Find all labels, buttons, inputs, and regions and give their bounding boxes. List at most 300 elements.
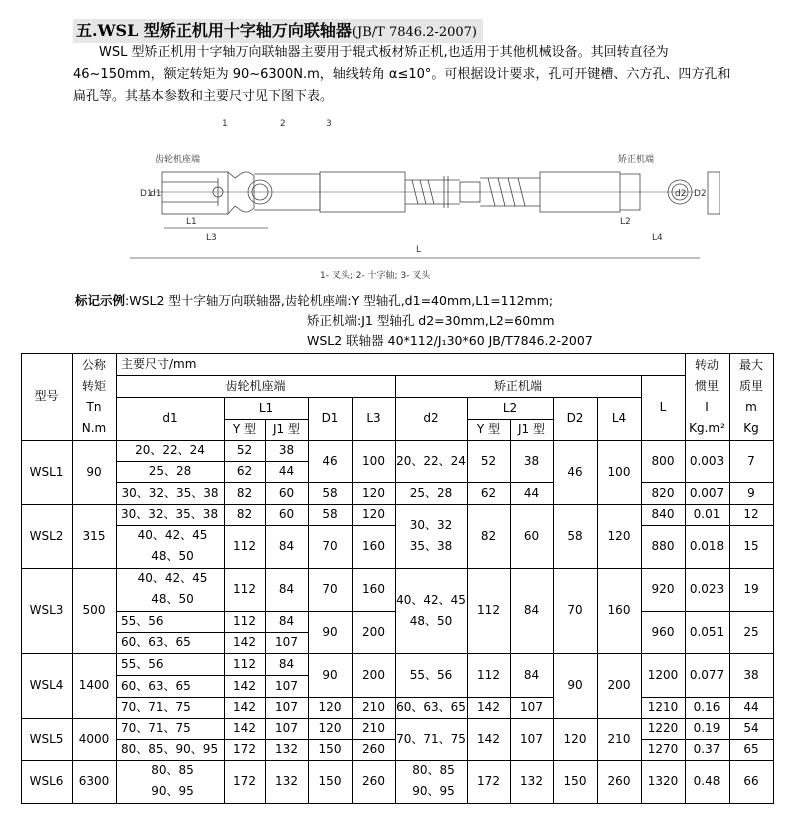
D1-cell-text: 70 xyxy=(322,539,338,553)
d1-cell xyxy=(116,697,224,718)
inertia-cell xyxy=(685,482,729,504)
model-cell xyxy=(21,504,72,568)
L3-cell xyxy=(352,525,395,568)
d1-cell xyxy=(116,632,224,653)
header-torque-text: N.m xyxy=(81,420,107,435)
L3-cell-text: 260 xyxy=(362,742,385,756)
torque-cell-text: 90 xyxy=(86,464,102,479)
d1-cell xyxy=(116,739,224,760)
L2-Y-cell xyxy=(467,718,510,760)
inertia-cell xyxy=(685,568,729,611)
model-cell xyxy=(21,653,72,718)
L1-Y-cell xyxy=(224,632,265,653)
torque-cell xyxy=(72,760,116,803)
d2-cell xyxy=(395,440,467,482)
torque-cell-text: 1400 xyxy=(78,678,110,692)
d1-cell-text: 40、42、45 xyxy=(137,571,208,585)
L3-cell xyxy=(352,653,395,697)
d1-cell-text: 20、22、24 xyxy=(135,443,205,457)
inertia-cell-text: 0.48 xyxy=(693,774,721,788)
L2-Y-cell-text: 82 xyxy=(480,528,497,543)
header-inertia-text: 惯里 xyxy=(694,378,719,393)
L1-Y-cell xyxy=(224,482,265,504)
L2-J1-cell-text: 107 xyxy=(520,700,543,714)
d2-cell-text: 40、42、45 xyxy=(396,592,466,607)
L2-Y-cell xyxy=(467,653,510,697)
part-number-1: 1 xyxy=(222,119,228,129)
d2-cell-text: 70、71、75 xyxy=(396,731,466,746)
L1-Y-cell-text: 52 xyxy=(236,443,253,457)
d1-cell xyxy=(116,440,224,461)
L1-Y-cell xyxy=(224,653,265,675)
L3-cell xyxy=(352,697,395,718)
D1-cell-text: 46 xyxy=(322,453,338,468)
d1-cell-text: 55、56 xyxy=(121,656,164,671)
header-torque xyxy=(72,353,116,440)
table-bottom-border xyxy=(21,803,774,804)
header-D1-text: D1 xyxy=(321,411,339,425)
D2-cell xyxy=(553,718,597,760)
d2-cell-text: 55、56 xyxy=(409,667,453,682)
L1-J1-cell-text: 84 xyxy=(278,614,295,628)
L1-J1-cell-text: 44 xyxy=(278,464,295,478)
L1-J1-cell-text: 107 xyxy=(275,678,298,693)
L2-Y-cell-text: 112 xyxy=(477,603,500,617)
L2-Y-cell-text: 112 xyxy=(477,667,500,682)
torque-cell xyxy=(72,504,116,568)
D1-cell xyxy=(308,697,352,718)
mass-cell xyxy=(729,568,773,611)
section-title-standard: (JB/T 7846.2-2007) xyxy=(351,25,477,40)
L2-J1-cell xyxy=(510,760,553,803)
L3-cell-text: 120 xyxy=(362,485,385,500)
L1-J1-cell-text: 84 xyxy=(278,539,295,553)
dim-L: L xyxy=(416,245,422,255)
L1-Y-cell-text: 62 xyxy=(236,464,253,478)
L1-Y-cell xyxy=(224,611,265,632)
D2-cell xyxy=(553,440,597,504)
dim-L4: L4 xyxy=(652,233,663,243)
L1-Y-cell xyxy=(224,697,265,718)
L1-J1-cell-text: 132 xyxy=(275,742,298,756)
inertia-cell-text: 0.16 xyxy=(693,700,721,714)
L4-cell xyxy=(597,504,641,568)
inertia-cell xyxy=(685,653,729,697)
L1-Y-cell xyxy=(224,739,265,760)
mass-cell xyxy=(729,504,773,525)
header-torque-text: Tn xyxy=(86,399,102,414)
L4-cell-text: 100 xyxy=(607,464,631,479)
L-cell xyxy=(641,760,685,803)
L3-cell-text: 200 xyxy=(362,624,385,639)
torque-cell-text: 500 xyxy=(82,603,106,617)
torque-cell xyxy=(72,653,116,718)
D1-cell-text: 90 xyxy=(322,667,338,682)
model-cell-text: WSL5 xyxy=(29,731,64,746)
D1-cell xyxy=(308,504,352,525)
mass-cell-text: 65 xyxy=(743,742,759,756)
L-cell-text: 1200 xyxy=(647,667,679,682)
L1-Y-cell xyxy=(224,760,265,803)
d1-cell-text: 40、42、45 xyxy=(137,528,208,542)
L3-cell-text: 100 xyxy=(362,453,385,468)
inertia-cell xyxy=(685,525,729,568)
model-cell xyxy=(21,568,72,653)
L1-J1-cell-text: 107 xyxy=(275,721,298,735)
L1-J1-cell xyxy=(265,568,308,611)
header-gear-end-text: 齿轮机座端 xyxy=(225,378,286,393)
D1-cell-text: 150 xyxy=(318,774,342,788)
header-torque-text: 转矩 xyxy=(81,378,106,393)
D1-cell xyxy=(308,482,352,504)
d1-cell xyxy=(116,461,224,482)
d2-cell-text: 25、28 xyxy=(409,485,453,500)
L-cell xyxy=(641,718,685,739)
dim-d2: d2 xyxy=(675,189,687,199)
mass-cell xyxy=(729,739,773,760)
L2-J1-cell xyxy=(510,697,553,718)
L1-J1-cell-text: 84 xyxy=(278,656,295,671)
header-L2-J1-text: J1 型 xyxy=(518,422,545,436)
L-cell-text: 1220 xyxy=(647,721,679,735)
inertia-cell-text: 0.37 xyxy=(693,742,721,756)
inertia-cell-text: 0.077 xyxy=(689,667,725,682)
header-D2-text: D2 xyxy=(566,411,584,425)
header-inertia-text: Kg.m² xyxy=(689,420,725,435)
torque-cell xyxy=(72,568,116,653)
D1-cell xyxy=(308,525,352,568)
L1-Y-cell xyxy=(224,568,265,611)
torque-cell xyxy=(72,440,116,504)
d2-cell xyxy=(395,653,467,697)
header-d2-text: d2 xyxy=(423,411,439,425)
d2-cell xyxy=(395,760,467,803)
d1-cell xyxy=(116,718,224,739)
torque-cell-text: 4000 xyxy=(78,731,110,746)
L3-cell xyxy=(352,568,395,611)
mass-cell-text: 9 xyxy=(747,485,755,500)
inertia-cell xyxy=(685,440,729,482)
L1-J1-cell xyxy=(265,632,308,653)
D1-cell xyxy=(308,739,352,760)
L-cell-text: 1320 xyxy=(647,774,679,788)
D1-cell xyxy=(308,611,352,653)
L1-J1-cell-text: 60 xyxy=(278,507,295,521)
L1-Y-cell xyxy=(224,525,265,568)
D2-cell-text: 90 xyxy=(567,678,583,692)
header-model xyxy=(21,353,72,440)
mass-cell-text: 15 xyxy=(743,539,759,553)
d1-cell-text: 70、71、75 xyxy=(121,721,191,735)
d1-cell xyxy=(116,525,224,568)
D2-cell-text: 70 xyxy=(567,603,583,617)
L1-Y-cell-text: 82 xyxy=(236,507,253,521)
L-cell xyxy=(641,739,685,760)
part-number-2: 2 xyxy=(280,119,286,129)
d1-cell-text: 80、85、90、95 xyxy=(121,742,219,756)
mass-cell-text: 54 xyxy=(743,721,759,735)
header-inertia xyxy=(685,353,729,440)
L1-Y-cell xyxy=(224,718,265,739)
L1-J1-cell xyxy=(265,504,308,525)
L4-cell xyxy=(597,440,641,504)
header-L1-text: L1 xyxy=(258,400,274,415)
L4-cell-text: 200 xyxy=(607,678,631,692)
header-L1 xyxy=(224,397,308,419)
header-inertia-text: 转动 xyxy=(694,357,719,372)
inertia-cell-text: 0.003 xyxy=(689,453,725,468)
L2-Y-cell xyxy=(467,697,510,718)
L1-J1-cell xyxy=(265,675,308,697)
L-cell xyxy=(641,568,685,611)
part-number-3: 3 xyxy=(326,119,332,129)
L1-Y-cell xyxy=(224,504,265,525)
D1-cell xyxy=(308,568,352,611)
L1-J1-cell xyxy=(265,461,308,482)
section-title-main: 五.WSL 型矫正机用十字轴万向联轴器 xyxy=(76,21,352,40)
D1-cell-text: 58 xyxy=(322,485,338,500)
header-inertia-text: I xyxy=(705,399,709,414)
d2-cell-text: 35、38 xyxy=(409,539,453,553)
L3-cell-text: 120 xyxy=(362,507,385,521)
L2-J1-cell xyxy=(510,568,553,653)
L1-Y-cell xyxy=(224,461,265,482)
L2-J1-cell xyxy=(510,653,553,697)
inertia-cell-text: 0.051 xyxy=(689,624,725,639)
model-cell-text: WSL3 xyxy=(29,603,64,617)
d1-cell xyxy=(116,653,224,675)
L2-Y-cell xyxy=(467,504,510,568)
example-line-1: :WSL2 型十字轴万向联轴器,齿轮机座端:Y 型轴孔,d1=40mm,L1=112mm; xyxy=(125,293,554,308)
L1-Y-cell-text: 172 xyxy=(233,742,256,756)
header-D1 xyxy=(308,397,352,440)
mass-cell xyxy=(729,482,773,504)
L3-cell-text: 200 xyxy=(362,667,385,682)
mass-cell xyxy=(729,440,773,482)
D1-cell xyxy=(308,718,352,739)
L1-Y-cell xyxy=(224,675,265,697)
L-cell-text: 1270 xyxy=(647,742,679,756)
inertia-cell xyxy=(685,739,729,760)
d1-cell xyxy=(116,568,224,611)
mass-cell-text: 7 xyxy=(747,453,755,468)
L1-Y-cell-text: 142 xyxy=(233,635,256,649)
d1-cell-text: 60、63、65 xyxy=(121,635,191,649)
L2-Y-cell xyxy=(467,482,510,504)
d1-cell xyxy=(116,760,224,803)
d1-cell-text: 30、32、35、38 xyxy=(121,485,219,500)
header-d2 xyxy=(395,397,467,440)
right-end-label: 矫正机端 xyxy=(618,155,655,165)
mass-cell-text: 25 xyxy=(743,624,759,639)
d1-cell-text: 80、85 xyxy=(151,763,194,777)
header-straightener-end xyxy=(395,375,641,397)
d1-cell-text: 48、50 xyxy=(151,592,194,606)
mass-cell xyxy=(729,525,773,568)
L1-J1-cell-text: 132 xyxy=(275,774,298,788)
L3-cell-text: 210 xyxy=(362,721,385,735)
d1-cell xyxy=(116,482,224,504)
L4-cell-text: 120 xyxy=(607,528,631,543)
L3-cell xyxy=(352,611,395,653)
dim-L2: L2 xyxy=(620,217,631,227)
L1-J1-cell-text: 38 xyxy=(278,443,295,457)
L3-cell-text: 160 xyxy=(362,582,385,596)
header-torque-text: 公称 xyxy=(81,357,106,372)
header-L-text: L xyxy=(659,400,667,414)
L-cell xyxy=(641,525,685,568)
d2-cell xyxy=(395,504,467,568)
diagram-legend: 1- 叉头; 2- 十字轴; 3- 叉头 xyxy=(320,271,431,281)
model-cell xyxy=(21,760,72,803)
d2-cell xyxy=(395,482,467,504)
d1-cell-text: 70、71、75 xyxy=(121,700,191,714)
L1-J1-cell xyxy=(265,718,308,739)
mass-cell xyxy=(729,760,773,803)
L3-cell xyxy=(352,504,395,525)
L1-J1-cell xyxy=(265,697,308,718)
L-cell-text: 1210 xyxy=(647,700,679,714)
L3-cell xyxy=(352,739,395,760)
header-main-dims xyxy=(116,353,685,375)
dim-D1: D1 xyxy=(140,189,153,199)
inertia-cell-text: 0.007 xyxy=(689,485,725,500)
L1-J1-cell xyxy=(265,760,308,803)
L4-cell xyxy=(597,718,641,760)
header-D2 xyxy=(553,397,597,440)
L1-Y-cell-text: 82 xyxy=(236,485,253,500)
L1-Y-cell-text: 112 xyxy=(233,582,256,596)
L4-cell xyxy=(597,760,641,803)
d2-cell-text: 30、32 xyxy=(409,518,453,532)
header-model-text: 型号 xyxy=(34,389,59,403)
L1-J1-cell xyxy=(265,440,308,461)
d1-cell-text: 55、56 xyxy=(121,614,164,628)
L-cell xyxy=(641,440,685,482)
D1-cell xyxy=(308,760,352,803)
d1-cell-text: 30、32、35、38 xyxy=(121,507,219,521)
L1-J1-cell-text: 107 xyxy=(275,635,298,649)
L2-J1-cell-text: 38 xyxy=(523,453,540,468)
L4-cell-text: 210 xyxy=(607,731,631,746)
d1-cell-text: 25、28 xyxy=(148,464,192,478)
L1-J1-cell-text: 84 xyxy=(278,582,295,596)
D2-cell xyxy=(553,760,597,803)
L-cell xyxy=(641,697,685,718)
header-mass-text: m xyxy=(745,399,757,414)
L3-cell xyxy=(352,440,395,482)
L2-Y-cell-text: 142 xyxy=(477,731,500,746)
L1-J1-cell xyxy=(265,482,308,504)
L2-Y-cell-text: 52 xyxy=(480,453,497,468)
model-cell-text: WSL6 xyxy=(29,774,64,788)
L2-J1-cell-text: 132 xyxy=(520,774,543,788)
L2-J1-cell xyxy=(510,504,553,568)
dim-L1: L1 xyxy=(186,217,197,227)
L4-cell xyxy=(597,568,641,653)
mass-cell xyxy=(729,718,773,739)
model-cell-text: WSL1 xyxy=(29,464,64,479)
L1-Y-cell xyxy=(224,440,265,461)
D1-cell-text: 90 xyxy=(322,624,338,639)
L1-J1-cell xyxy=(265,525,308,568)
d1-cell xyxy=(116,611,224,632)
header-L2-Y-text: Y 型 xyxy=(476,422,501,436)
L2-Y-cell xyxy=(467,760,510,803)
model-cell xyxy=(21,718,72,760)
d1-cell xyxy=(116,504,224,525)
L4-cell xyxy=(597,653,641,718)
D2-cell-text: 46 xyxy=(567,464,583,479)
header-d1 xyxy=(116,397,224,440)
L4-cell-text: 260 xyxy=(607,774,631,788)
d1-cell-text: 48、50 xyxy=(151,549,194,563)
example-label: 标记示例 xyxy=(75,293,126,308)
header-L4 xyxy=(597,397,641,440)
header-L4-text: L4 xyxy=(611,411,627,425)
d2-cell-text: 48、50 xyxy=(409,613,453,628)
d2-cell xyxy=(395,697,467,718)
L1-Y-cell-text: 142 xyxy=(233,678,256,693)
L1-Y-cell-text: 142 xyxy=(233,721,256,735)
L1-J1-cell xyxy=(265,653,308,675)
model-cell xyxy=(21,440,72,504)
L3-cell xyxy=(352,482,395,504)
L1-J1-cell xyxy=(265,611,308,632)
L3-cell xyxy=(352,760,395,803)
L2-J1-cell-text: 60 xyxy=(523,528,540,543)
d2-cell xyxy=(395,568,467,653)
inertia-cell-text: 0.01 xyxy=(693,507,721,521)
L2-J1-cell-text: 107 xyxy=(520,731,543,746)
D1-cell xyxy=(308,440,352,482)
header-L3 xyxy=(352,397,395,440)
mass-cell-text: 66 xyxy=(743,774,759,788)
model-cell-text: WSL4 xyxy=(29,678,64,692)
L1-J1-cell xyxy=(265,739,308,760)
D1-cell-text: 120 xyxy=(318,700,342,714)
mass-cell-text: 44 xyxy=(743,700,759,714)
L3-cell-text: 160 xyxy=(362,539,385,553)
L1-Y-cell-text: 112 xyxy=(233,539,256,553)
header-mass-text: 最大 xyxy=(738,357,763,372)
L2-J1-cell-text: 84 xyxy=(523,667,540,682)
header-mass xyxy=(729,353,773,440)
dim-L3: L3 xyxy=(206,233,217,243)
inertia-cell xyxy=(685,760,729,803)
torque-cell-text: 6300 xyxy=(78,774,110,788)
L-cell-text: 820 xyxy=(651,485,675,500)
d2-cell xyxy=(395,718,467,760)
D2-cell-text: 58 xyxy=(567,528,583,543)
L2-J1-cell-text: 44 xyxy=(523,485,540,500)
D1-cell xyxy=(308,653,352,697)
D2-cell-text: 120 xyxy=(563,731,587,746)
L2-Y-cell-text: 172 xyxy=(477,774,500,788)
L1-Y-cell-text: 142 xyxy=(233,700,256,714)
D2-cell-text: 150 xyxy=(563,774,587,788)
L-cell-text: 920 xyxy=(651,582,675,596)
L2-J1-cell xyxy=(510,718,553,760)
mass-cell-text: 38 xyxy=(743,667,759,682)
L1-Y-cell-text: 112 xyxy=(233,614,256,628)
mass-cell-text: 19 xyxy=(743,582,759,596)
header-L1-Y xyxy=(224,419,265,440)
example-line-3: WSL2 联轴器 40*112/J₁30*60 JB/T7846.2-2007 xyxy=(307,333,593,348)
L2-Y-cell xyxy=(467,568,510,653)
dim-d1: d1 xyxy=(150,189,162,199)
D2-cell xyxy=(553,653,597,718)
